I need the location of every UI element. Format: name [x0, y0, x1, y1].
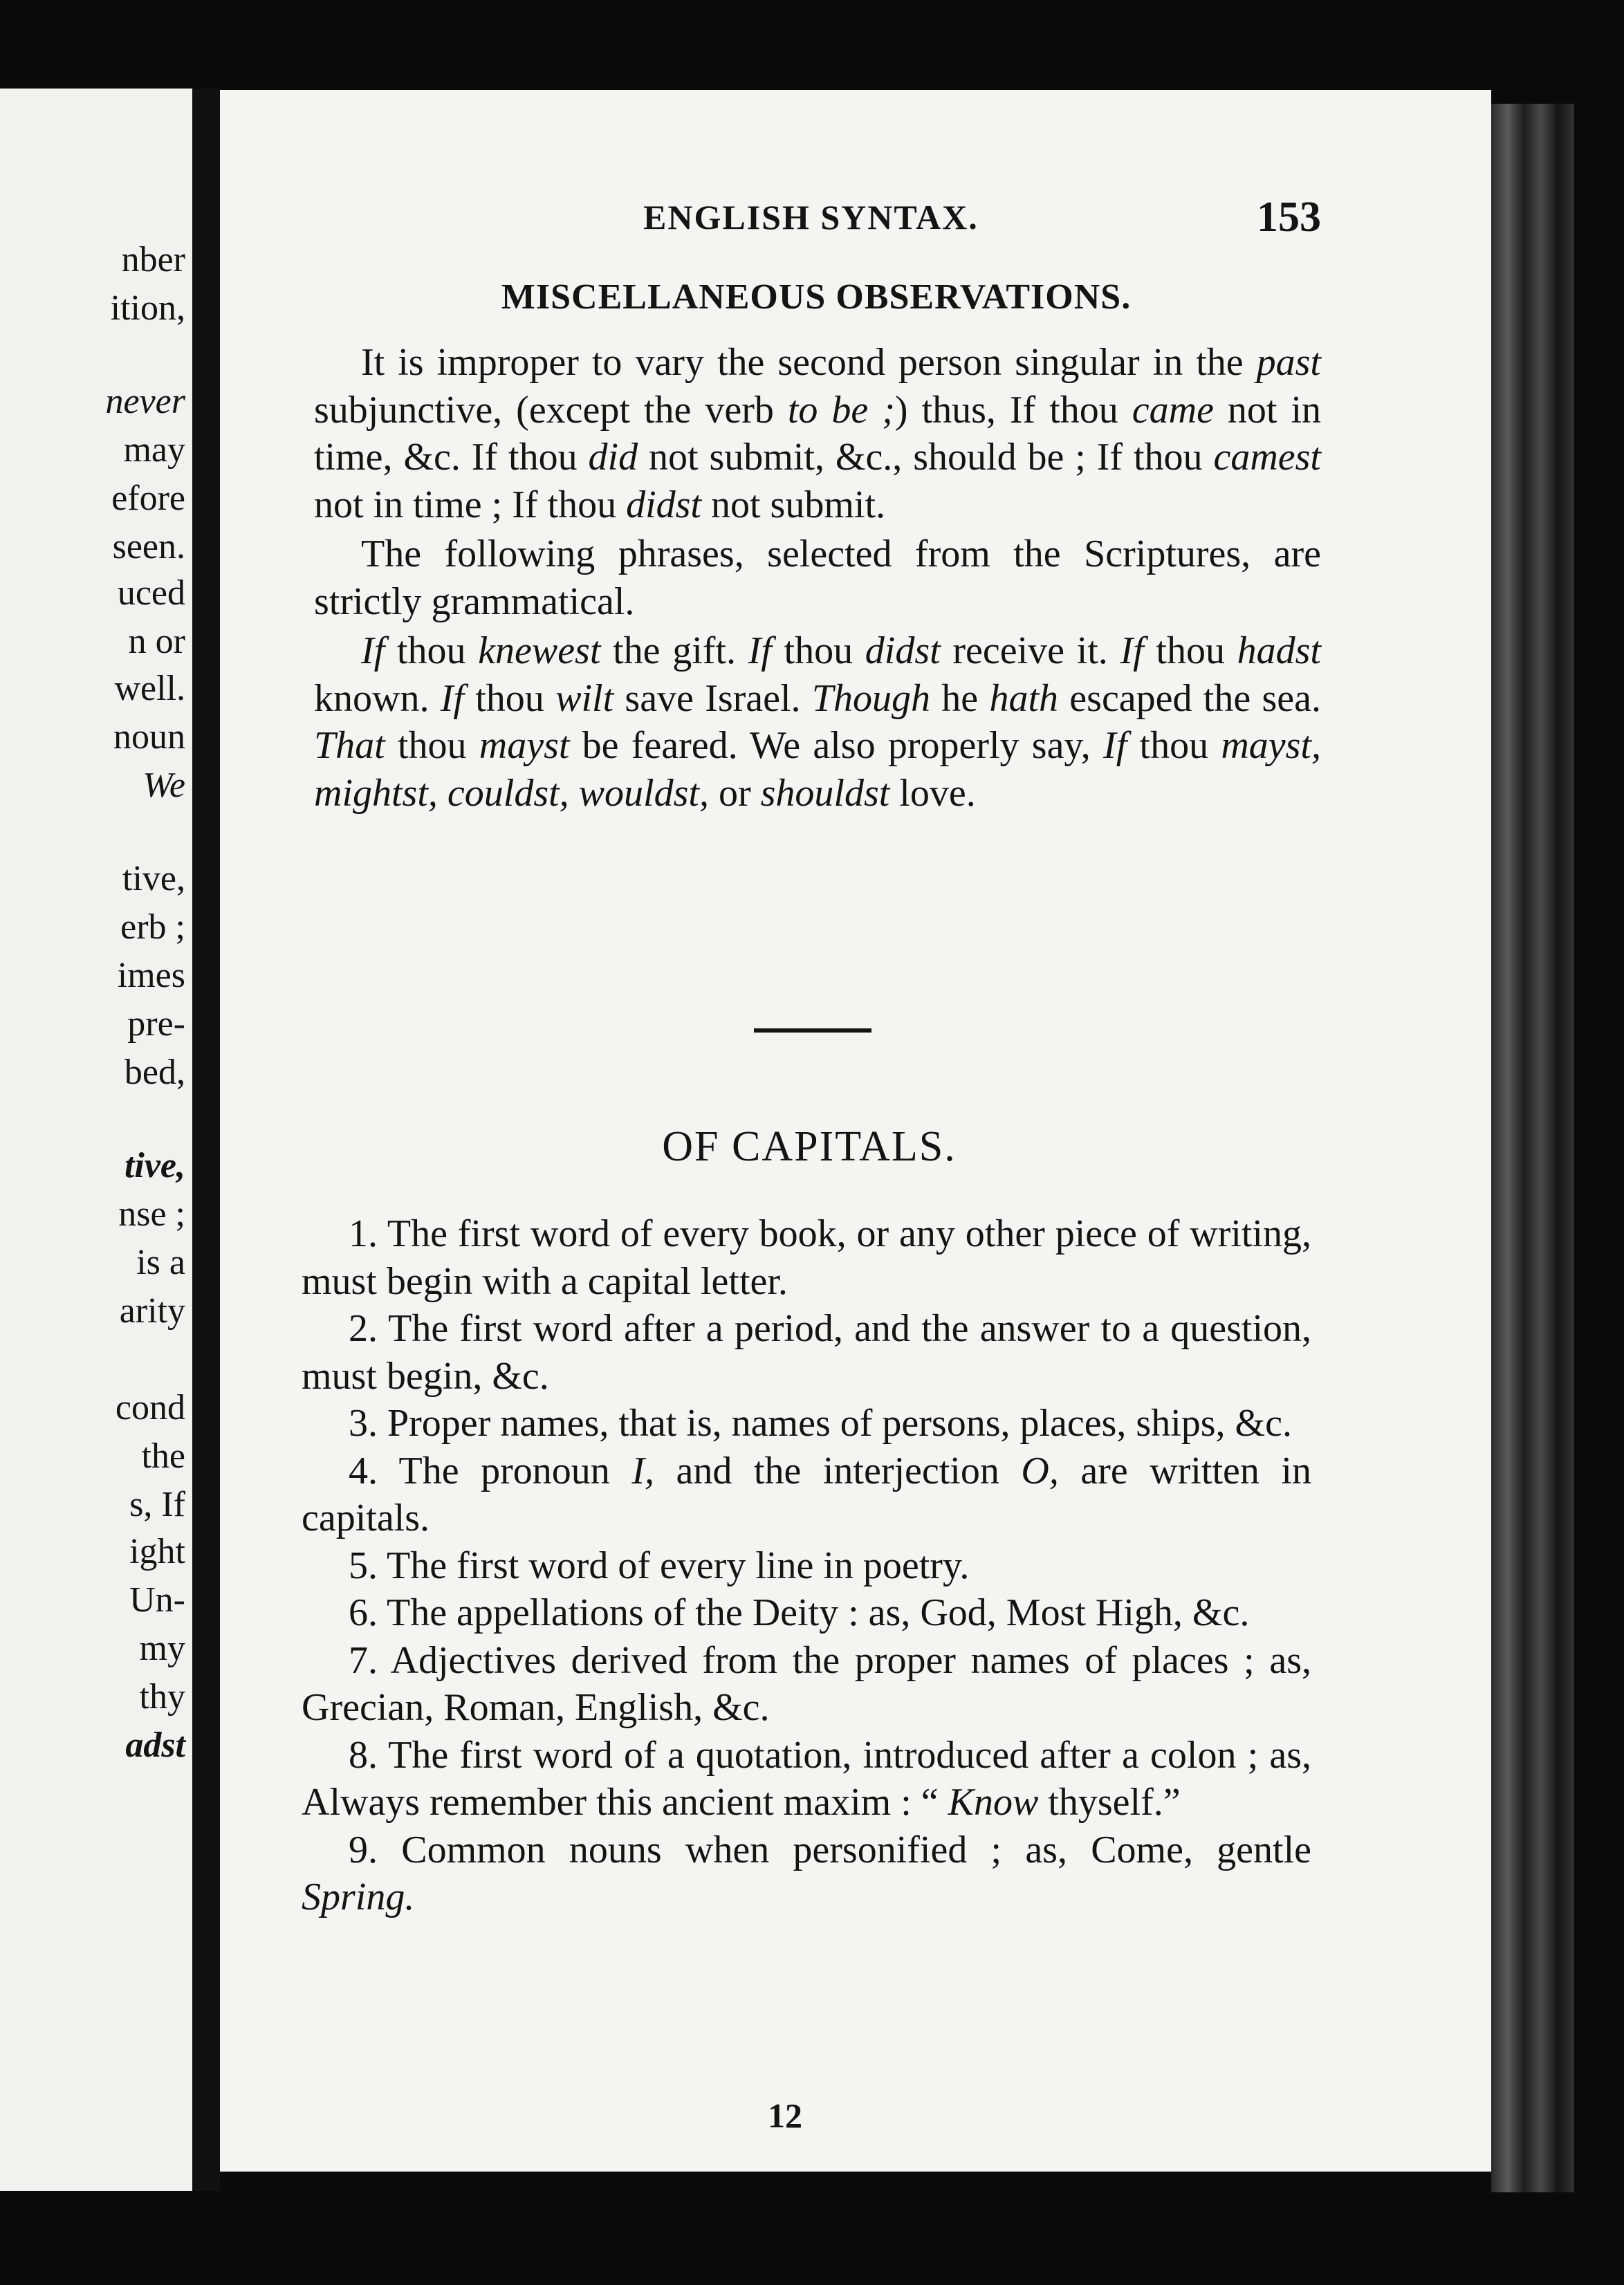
capital-rule-7: [302, 1637, 1311, 1732]
italic-text-run: mayst, mightst, couldst, wouldst,: [314, 724, 1321, 815]
text-run: thyself.”: [1038, 1781, 1181, 1824]
left-page-text-fragment: n or: [128, 622, 185, 661]
italic-text-run: came: [1132, 388, 1214, 432]
left-page-text-fragment: cond: [115, 1388, 185, 1427]
italic-text-run: to be ;: [787, 388, 895, 432]
text-run: thou: [463, 676, 556, 720]
text-run: 7. Adjectives derived from the proper names of places ; as, Grecian, Roman, English, &c.: [302, 1638, 1311, 1729]
capital-rule-6: [302, 1589, 1311, 1637]
text-run: ) thus, If thou: [894, 388, 1132, 432]
left-page-text-fragment: my: [139, 1629, 185, 1668]
text-run: 6. The appellations of the Deity : as, God, Most High, &c.: [349, 1591, 1250, 1634]
left-page-text-fragment: tive,: [122, 859, 185, 898]
italic-text-run: knewest: [478, 629, 601, 672]
italic-text-run: If: [440, 676, 464, 720]
left-page-text-fragment: the: [141, 1436, 185, 1476]
text-run: 3. Proper names, that is, names of persons, places, ships, &c.: [349, 1402, 1292, 1445]
previous-page: [0, 89, 192, 2191]
text-run: subjunctive, (except the verb: [314, 388, 788, 432]
section-heading-misc: MISCELLANEOUS OBSERVATIONS.: [501, 277, 1132, 317]
text-run: not submit.: [701, 483, 886, 526]
page-header: [643, 194, 1321, 246]
text-run: thou: [1143, 629, 1237, 672]
text-run: save Israel.: [613, 676, 812, 720]
text-run: not in time ; If thou: [314, 483, 627, 526]
page-number: 153: [1257, 194, 1321, 241]
left-page-text-fragment: erb ;: [120, 907, 185, 947]
misc-paragraph: [314, 627, 1321, 817]
text-run: 4. The pronoun: [349, 1449, 632, 1492]
left-page-text-fragment: thy: [139, 1677, 185, 1717]
italic-text-run: If: [748, 629, 772, 672]
italic-text-run: hath: [989, 676, 1059, 720]
italic-text-run: didst: [865, 629, 941, 672]
left-page-text-fragment: imes: [117, 956, 185, 995]
italic-text-run: didst: [626, 483, 701, 526]
text-run: not in time, &c. If thou: [314, 388, 1322, 479]
italic-text-run: If: [1103, 724, 1127, 767]
italic-text-run: shouldst: [760, 771, 890, 815]
capital-rule-8: [302, 1732, 1311, 1826]
left-page-text-fragment: tive,: [124, 1146, 185, 1185]
text-run: thou: [1127, 724, 1221, 767]
italic-text-run: If: [361, 629, 385, 672]
text-run: The following phrases, selected from the Scriptures, are strictly grammatical.: [314, 533, 1321, 623]
left-page-text-fragment: noun: [113, 717, 185, 757]
section-heading-capitals: OF CAPITALS.: [662, 1123, 957, 1170]
italic-text-run: did: [588, 436, 638, 479]
capital-rule-3: [302, 1400, 1311, 1447]
text-run: escaped the sea.: [1058, 676, 1322, 720]
left-page-text-fragment: ition,: [110, 288, 185, 328]
page-edges: [1491, 104, 1574, 2192]
text-run: he: [930, 676, 990, 720]
text-run: and the interjection: [654, 1449, 1022, 1492]
left-page-text-fragment: ight: [129, 1532, 185, 1571]
left-page-text-fragment: pre-: [127, 1004, 185, 1044]
text-run: 5. The first word of every line in poetry.: [349, 1544, 970, 1587]
italic-text-run: past: [1256, 341, 1321, 384]
left-page-text-fragment: arity: [119, 1291, 185, 1331]
misc-paragraph: [314, 339, 1321, 528]
text-run: be feared. We also properly say,: [569, 724, 1104, 767]
text-run: 2. The first word after a period, and the answer to a question, must begin, &c.: [302, 1307, 1311, 1398]
text-run: are written in capitals.: [302, 1449, 1311, 1539]
text-run: not submit, &c., should be ; If thou: [638, 436, 1214, 479]
text-run: thou: [771, 629, 865, 672]
left-page-text-fragment: bed,: [124, 1053, 185, 1092]
left-page-text-fragment: nse ;: [118, 1194, 185, 1234]
text-run: 1. The first word of every book, or any other piece of writing, must begin with a capital letter.: [302, 1212, 1311, 1303]
capital-rule-2: [302, 1305, 1311, 1400]
italic-text-run: That: [314, 724, 385, 767]
left-page-text-fragment: seen.: [112, 527, 185, 566]
running-title: ENGLISH SYNTAX.: [643, 198, 979, 237]
left-page-text-fragment: may: [123, 430, 185, 470]
text-run: the gift.: [600, 629, 748, 672]
capital-rule-1: [302, 1210, 1311, 1305]
italic-text-run: Though: [811, 676, 931, 720]
italic-text-run: hadst: [1237, 629, 1321, 672]
left-page-text-fragment: is a: [136, 1243, 185, 1282]
book-gutter: [192, 89, 220, 2191]
text-run: 9. Common nouns when personified ; as, Come, gentle: [349, 1828, 1311, 1871]
capitals-rules-list: [302, 1210, 1311, 1921]
section-divider: [754, 1028, 871, 1033]
left-page-text-fragment: We: [142, 766, 185, 805]
italic-text-run: Spring.: [302, 1876, 415, 1918]
left-page-text-fragment: efore: [111, 479, 185, 518]
signature-mark: 12: [768, 2096, 802, 2135]
italic-text-run: O,: [1021, 1449, 1059, 1492]
italic-text-run: camest: [1213, 436, 1321, 479]
left-page-text-fragment: never: [105, 382, 185, 421]
misc-observations-body: [314, 339, 1321, 817]
italic-text-run: I,: [631, 1449, 654, 1492]
text-run: receive it.: [940, 629, 1120, 672]
text-run: It is improper to vary the second person singular in the: [361, 341, 1257, 384]
misc-paragraph: [314, 530, 1321, 625]
text-run: love.: [889, 771, 976, 815]
left-page-text-fragment: nber: [121, 240, 185, 279]
capital-rule-5: [302, 1542, 1311, 1590]
text-run: known.: [314, 676, 441, 720]
text-run: or: [708, 771, 761, 815]
left-page-text-fragment: well.: [114, 669, 185, 708]
capital-rule-4: [302, 1447, 1311, 1542]
text-run: 8. The first word of a quotation, introduced after a colon ; as, Always remember this ancient maxim : “: [302, 1733, 1311, 1824]
italic-text-run: If: [1120, 629, 1144, 672]
text-run: thou: [385, 724, 479, 767]
left-page-text-fragment: s, If: [129, 1485, 185, 1524]
italic-text-run: wilt: [555, 676, 614, 720]
italic-text-run: Know: [948, 1781, 1039, 1824]
capital-rule-9: [302, 1826, 1311, 1921]
left-page-text-fragment: Un-: [129, 1580, 185, 1620]
text-run: thou: [385, 629, 479, 672]
left-page-text-fragment: uced: [117, 573, 185, 613]
left-page-text-fragment: adst: [125, 1726, 185, 1765]
italic-text-run: mayst: [479, 724, 570, 767]
